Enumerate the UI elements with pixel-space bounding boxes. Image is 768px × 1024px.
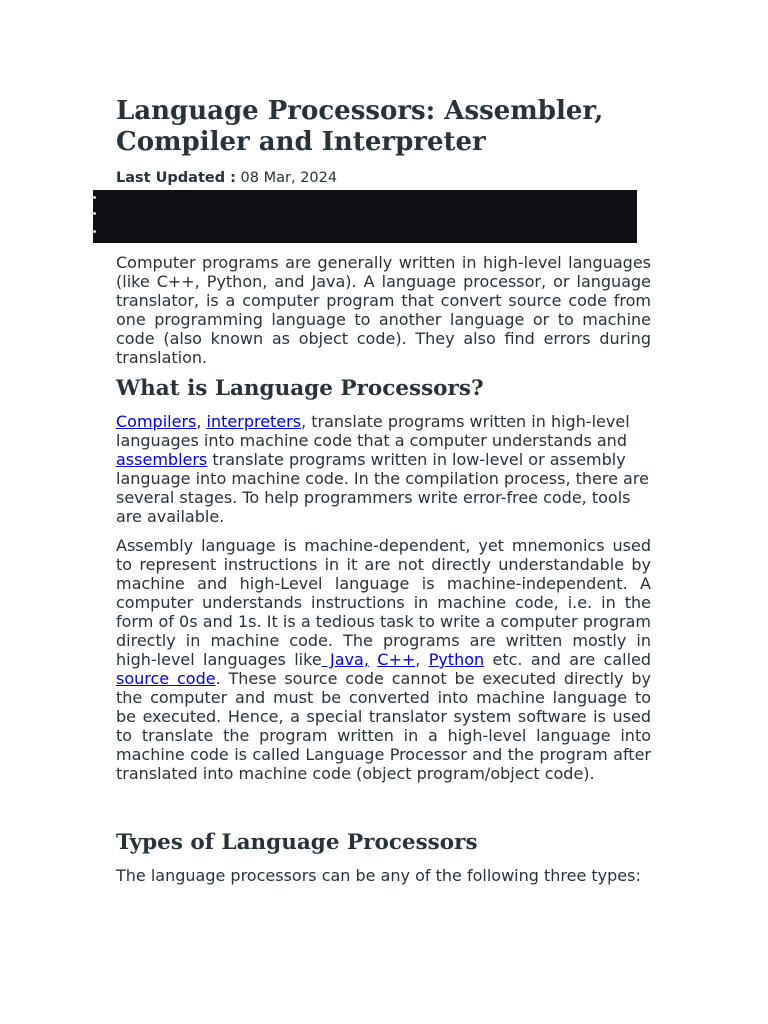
paragraph-assembly-language	[116, 536, 651, 783]
text-separator: ,	[415, 650, 429, 669]
last-updated-value: 08 Mar, 2024	[235, 170, 338, 186]
paragraph-text: translate programs written in low-level or assembly language into machine code. In the compilation process, there are several stages. To help programmers write error-free code, tools are available.	[116, 450, 649, 526]
link-python[interactable]: Python	[428, 650, 485, 669]
bullet-icon	[93, 230, 96, 233]
link-interpreters[interactable]: interpreters	[206, 412, 302, 431]
paragraph-text: etc. and are called	[484, 650, 652, 669]
section-heading-types: Types of Language Processors	[116, 830, 478, 855]
paragraph-types: The language processors can be any of the following three types:	[116, 866, 641, 885]
link-assemblers[interactable]: assemblers	[116, 450, 208, 469]
link-source-code[interactable]: source code	[116, 669, 216, 688]
text-separator: ,	[196, 412, 207, 431]
text-separator	[369, 650, 377, 669]
article-title: Language Processors: Assembler, Compiler and Interpreter	[116, 96, 604, 157]
link-cpp[interactable]: C++	[377, 650, 416, 669]
paragraph-text: . These source code cannot be executed directly by the computer and must be converted into machine language to be executed. Hence, a special translator system software is used to translate the program written in a high-level language into machine code is called Language Processor and the program after translated into machine code (object program/object code).	[116, 669, 651, 783]
last-updated-label: Last Updated :	[116, 170, 236, 186]
intro-paragraph: Computer programs are generally written in high-level languages (like C++, Python, and Java). A language processor, or language translator, is a computer program that convert source code from one programming language to another language or to machine code (also known as object code). They also find errors during translation.	[116, 253, 651, 367]
last-updated	[116, 169, 337, 187]
paragraph-text: Assembly language is machine-dependent, yet mnemonics used to represent instructions in it are not directly understandable by machine and high-Level language is machine-independent. A computer understands instructions in machine code, i.e. in the form of 0s and 1s. It is a tedious task to write a computer program directly in machine code. The programs are written mostly in high-level languages like	[116, 536, 651, 669]
link-java[interactable]: Java,	[321, 650, 369, 669]
bullet-icon	[93, 212, 96, 215]
media-placeholder-bar	[93, 190, 637, 243]
section-heading-what-is: What is Language Processors?	[116, 376, 484, 401]
paragraph-what-is	[116, 412, 651, 526]
link-compilers[interactable]: Compilers	[116, 412, 197, 431]
paragraph-text: , translate programs written in high-level languages into machine code that a computer understands and	[116, 412, 630, 450]
bullet-icon	[93, 196, 96, 199]
